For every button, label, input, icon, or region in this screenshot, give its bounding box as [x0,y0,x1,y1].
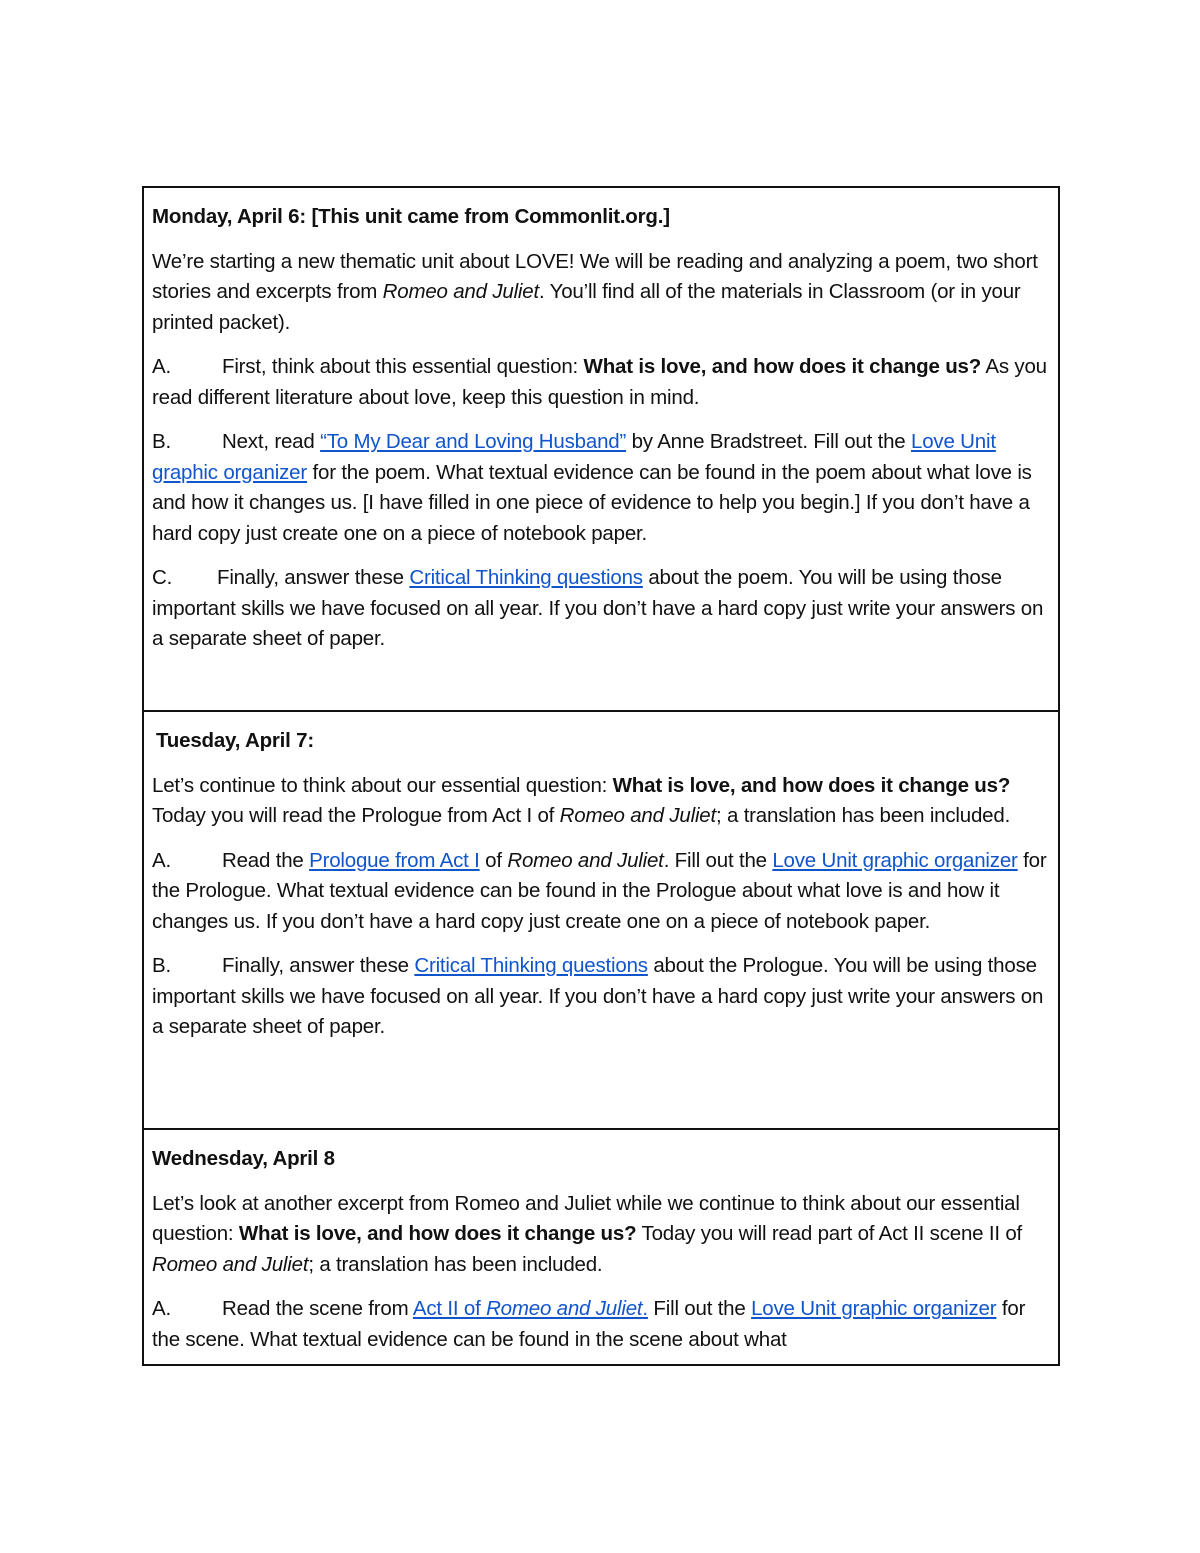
critical-thinking-link[interactable]: Critical Thinking questions [414,954,648,977]
wednesday-cell [144,1130,1058,1364]
essential-question: What is love, and how does it change us? [583,355,982,378]
monday-b-text-2: by Anne Bradstreet. Fill out the [626,430,912,453]
monday-a-text-1: First, think about this essential question: [222,355,584,378]
critical-thinking-link[interactable]: Critical Thinking questions [409,566,643,589]
tuesday-a-text-2: of [479,848,508,872]
monday-intro-italic: Romeo and Juliet [382,280,539,303]
tuesday-item-a [152,846,1050,938]
wednesday-intro-italic: Romeo and Juliet [152,1252,309,1276]
act-ii-link-end: . [642,1297,648,1320]
graphic-organizer-link[interactable]: Love Unit graphic organizer [772,848,1018,872]
monday-intro-text-2: . You’ll find all of the materials in Classroom (or in your printed packet). [152,280,1021,334]
item-marker: A. [152,848,171,872]
tuesday-item-b [152,951,1050,1043]
monday-intro-text-1: We’re starting a new thematic unit about LOVE! We will be reading and analyzing a poem, two short stories and excerpts from [152,249,1038,303]
item-marker: B. [152,954,171,977]
wednesday-intro-text-1: Let’s look at another excerpt from Romeo and Juliet while we continue to think about our essential question: [152,1191,1020,1245]
tuesday-a-text-3: . Fill out the [663,848,773,872]
monday-item-b [152,427,1050,549]
act-ii-link-italic: Romeo and Juliet [486,1297,643,1320]
tuesday-intro-text-3: ; a translation has been included. [716,804,1011,827]
monday-item-c [152,563,1050,655]
wednesday-a-text-2: Fill out the [647,1297,752,1320]
monday-cell [144,188,1058,712]
item-marker: C. [152,566,173,589]
monday-item-a [152,352,1050,413]
tuesday-b-text-1: Finally, answer these [222,954,415,977]
item-marker: B. [152,430,171,453]
tuesday-intro [152,771,1050,832]
tuesday-a-text-1: Read the [222,848,310,872]
wednesday-a-text-1: Read the scene from [222,1297,413,1320]
assignment-table [142,186,1060,1366]
act-ii-link-text: Act II of [412,1297,487,1320]
tuesday-heading: Tuesday, April 7: [156,729,314,752]
graphic-organizer-link[interactable]: Love Unit graphic organizer [152,430,996,484]
tuesday-cell [144,712,1058,1130]
tuesday-intro-text-2: Today you will read the Prologue from Act I of [152,804,560,827]
act-ii-link[interactable] [413,1297,648,1320]
monday-c-text-2: about the poem. You will be using those important skills we have focused on all year. If you don’t have a hard copy just write your answers on a separate sheet of paper. [152,566,1044,650]
tuesday-intro-text-1: Let’s continue to think about our essential question: [152,773,613,797]
monday-b-text-3: for the poem. What textual evidence can be found in the poem about what love is and how it changes us. [I have filled in one piece of evidence to help you begin.] If you don’t have a hard copy just create one on a piece of notebook paper. [152,460,1032,545]
poem-link[interactable]: “To My Dear and Loving Husband” [320,430,627,453]
wednesday-intro [152,1189,1050,1281]
tuesday-b-text-2: about the Prologue. You will be using those important skills we have focused on all year. If you don’t have a hard copy just write your answers on a separate sheet of paper. [152,954,1044,1038]
tuesday-intro-italic: Romeo and Juliet [559,804,716,827]
monday-a-text-2: As you read different literature about love, keep this question in mind. [152,355,1047,409]
prologue-link[interactable]: Prologue from Act I [309,848,480,872]
essential-question: What is love, and how does it change us? [238,1222,637,1245]
wednesday-heading: Wednesday, April 8 [152,1147,335,1170]
wednesday-intro-text-2: Today you will read part of Act II scene II of [636,1222,1023,1245]
monday-heading: Monday, April 6: [This unit came from Commonlit.org.] [152,205,670,228]
tuesday-a-text-4: for the Prologue. What textual evidence can be found in the Prologue about what love is and how it changes us. If you don’t have a hard copy just create one on a piece of notebook paper. [152,848,1047,933]
wednesday-intro-text-3: ; a translation has been included. [308,1252,603,1276]
essential-question: What is love, and how does it change us? [612,773,1011,797]
graphic-organizer-link[interactable]: Love Unit graphic organizer [751,1297,997,1320]
item-marker: A. [152,1297,171,1320]
monday-intro [152,247,1050,339]
monday-c-text-1: Finally, answer these [217,566,410,589]
item-marker: A. [152,355,171,378]
tuesday-a-italic: Romeo and Juliet [507,848,664,872]
wednesday-a-text-3: for the scene. What textual evidence can be found in the scene about what [152,1297,1026,1351]
monday-b-text-1: Next, read [222,430,321,453]
wednesday-item-a [152,1294,1050,1355]
